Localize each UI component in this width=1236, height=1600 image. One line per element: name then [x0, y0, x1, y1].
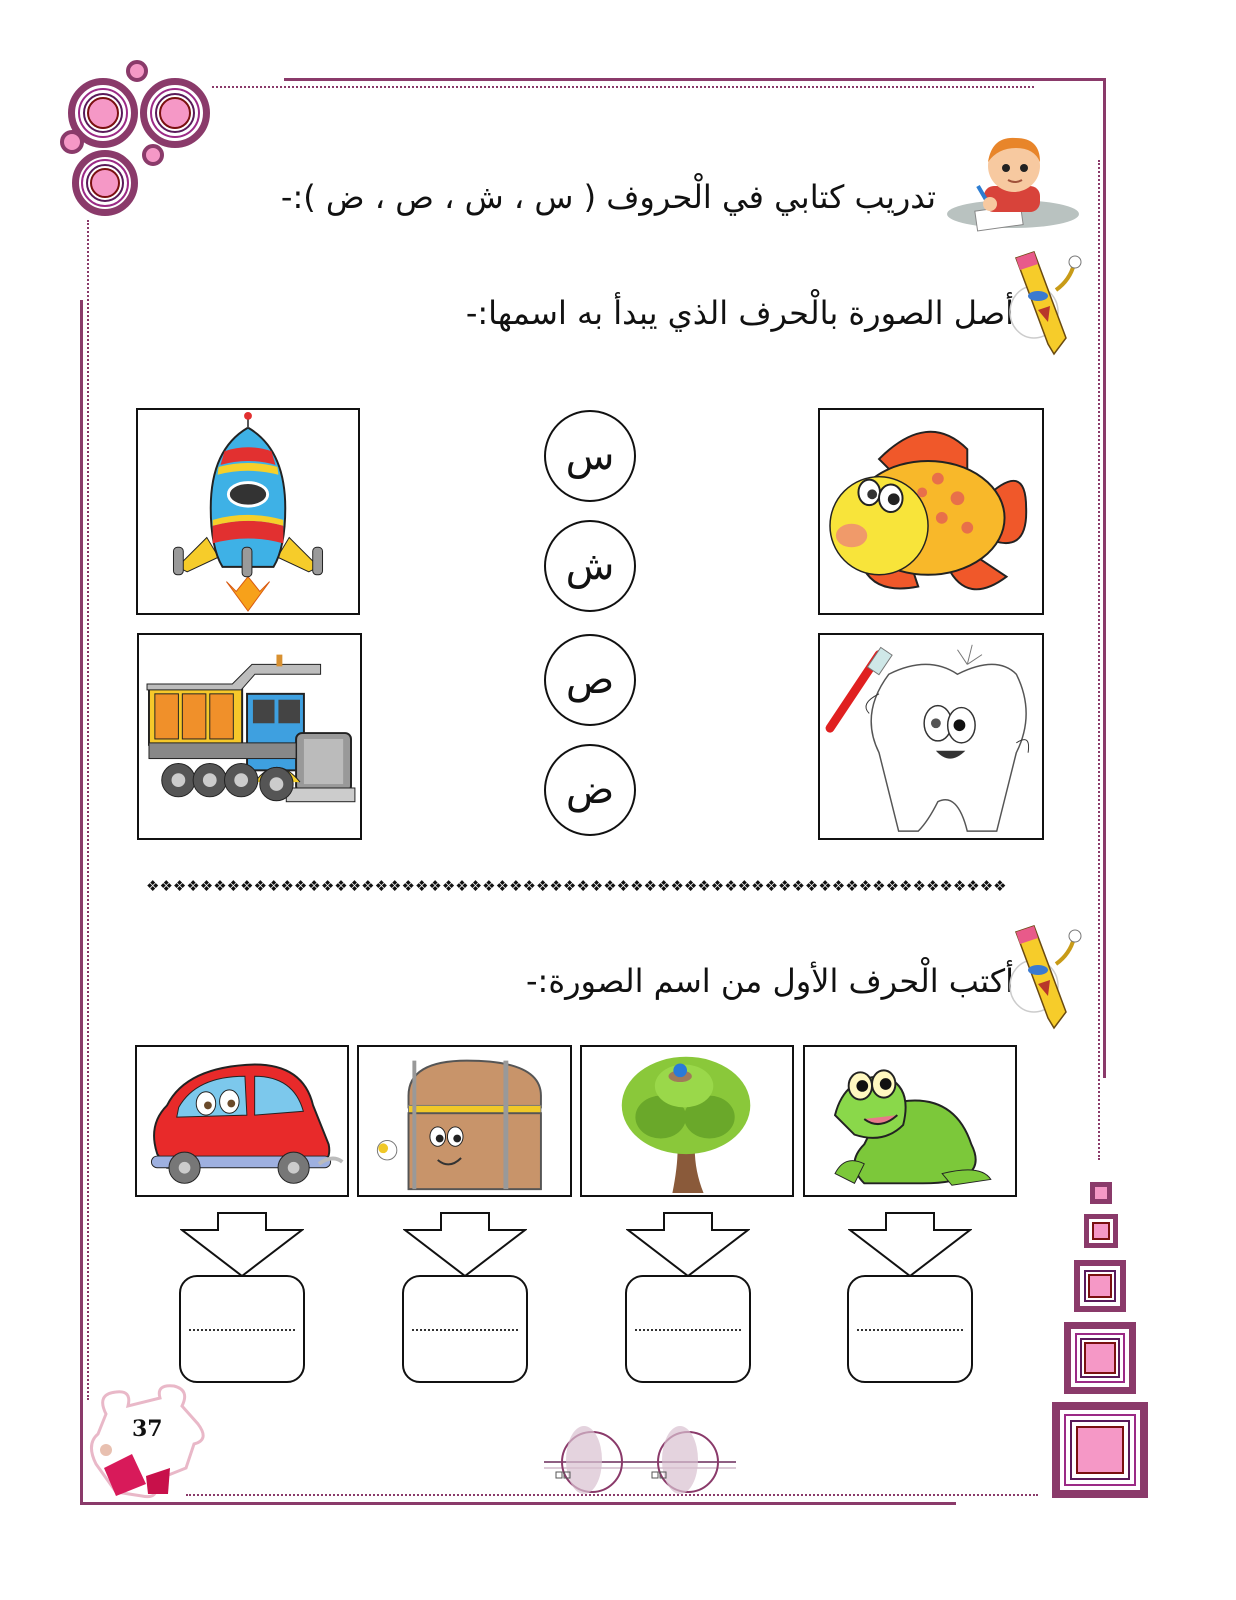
left-border-solid — [80, 300, 83, 1505]
top-border-dotted — [212, 86, 1034, 88]
picture-treasure-chest[interactable] — [357, 1045, 572, 1197]
right-border-dotted — [1098, 160, 1100, 1160]
arrow-down-icon — [626, 1212, 750, 1278]
answer-box-tree[interactable] — [625, 1275, 751, 1383]
pencil-character-icon — [1004, 924, 1088, 1034]
right-border-solid — [1103, 78, 1106, 1078]
section-title: تدريب كتابي في الْحروف ( س ، ش ، ص ، ض ):- — [280, 178, 936, 216]
decoration-concentric-squares — [1050, 1180, 1150, 1500]
picture-tooth[interactable] — [818, 633, 1044, 840]
answer-line[interactable] — [635, 1329, 741, 1331]
picture-fish[interactable] — [818, 408, 1044, 615]
picture-rocket[interactable] — [136, 408, 360, 615]
answer-line[interactable] — [189, 1329, 295, 1331]
exercise1-instruction: أصل الصورة بالْحرف الذي يبدأ به اسمها:- — [465, 294, 1014, 332]
ornament-emblems — [540, 1420, 740, 1500]
bottom-border-solid — [80, 1502, 956, 1505]
top-border-solid — [284, 78, 1106, 81]
pencil-character-icon — [1004, 250, 1088, 360]
answer-box-frog[interactable] — [847, 1275, 973, 1383]
picture-frog[interactable] — [803, 1045, 1017, 1197]
answer-line[interactable] — [857, 1329, 963, 1331]
decoration-concentric-circles — [58, 58, 218, 218]
picture-tree[interactable] — [580, 1045, 794, 1197]
left-border-dotted — [87, 220, 89, 1400]
letter-circle-daad[interactable]: ض — [544, 744, 636, 836]
answer-box-car[interactable] — [179, 1275, 305, 1383]
exercise2-instruction: أكتب الْحرف الأول من اسم الصورة:- — [526, 962, 1014, 1000]
puzzle-piece-decoration — [86, 1384, 212, 1502]
answer-line[interactable] — [412, 1329, 518, 1331]
arrow-down-icon — [180, 1212, 304, 1278]
letter-circle-saad[interactable]: ص — [544, 634, 636, 726]
arrow-down-icon — [403, 1212, 527, 1278]
picture-dump-truck[interactable] — [137, 633, 362, 840]
letter-circle-sheen[interactable]: ش — [544, 520, 636, 612]
page-number: 37 — [132, 1416, 163, 1442]
diamond-divider: ❖❖❖❖❖❖❖❖❖❖❖❖❖❖❖❖❖❖❖❖❖❖❖❖❖❖❖❖❖❖❖❖❖❖❖❖❖❖❖❖❖❖❖❖❖❖❖❖❖❖❖❖❖❖❖❖❖❖❖❖❖❖❖❖ — [146, 877, 1007, 895]
answer-box-treasure-chest[interactable] — [402, 1275, 528, 1383]
arrow-down-icon — [848, 1212, 972, 1278]
picture-car[interactable] — [135, 1045, 349, 1197]
boy-writing-icon — [938, 128, 1080, 244]
letter-circle-seen[interactable]: س — [544, 410, 636, 502]
